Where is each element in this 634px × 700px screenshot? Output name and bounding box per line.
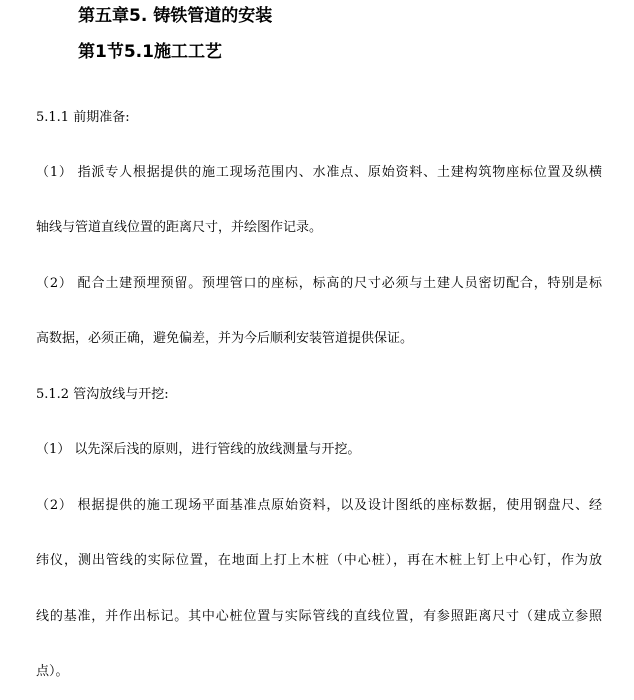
paragraph-line: （1） 以先深后浅的原则，进行管线的放线测量与开挖。 [36,442,361,457]
subsection-heading-5-1-2: 5.1.2 管沟放线与开挖: [36,387,169,402]
section-title: 第1节5.1施工工艺 [78,42,222,62]
paragraph-line: 点）。 [36,664,69,679]
paragraph-line: 轴线与管道直线位置的距离尺寸，并绘图作记录。 [36,220,323,235]
paragraph-line: 线的基准，并作出标记。其中心桩位置与实际管线的直线位置，有参照距离尺寸（建成立参照 [36,609,602,624]
paragraph-line: （2） 配合土建预埋预留。预埋管口的座标，标高的尺寸必须与土建人员密切配合，特别是标 [36,276,602,291]
paragraph-line: 高数据，必须正确，避免偏差，并为今后顺利安装管道提供保证。 [36,331,414,346]
subsection-heading-5-1-1: 5.1.1 前期准备: [36,110,130,125]
paragraph-line: （1） 指派专人根据提供的施工现场范围内、水准点、原始资料、土建构筑物座标位置及纵横 [36,165,602,180]
paragraph-line: 纬仪，测出管线的实际位置，在地面上打上木桩（中心桩），再在木桩上钉上中心钉，作为放 [36,553,602,568]
chapter-title: 第五章5. 铸铁管道的安装 [78,6,273,26]
paragraph-line: （2） 根据提供的施工现场平面基准点原始资料，以及设计图纸的座标数据，使用钢盘尺、经 [36,498,602,513]
